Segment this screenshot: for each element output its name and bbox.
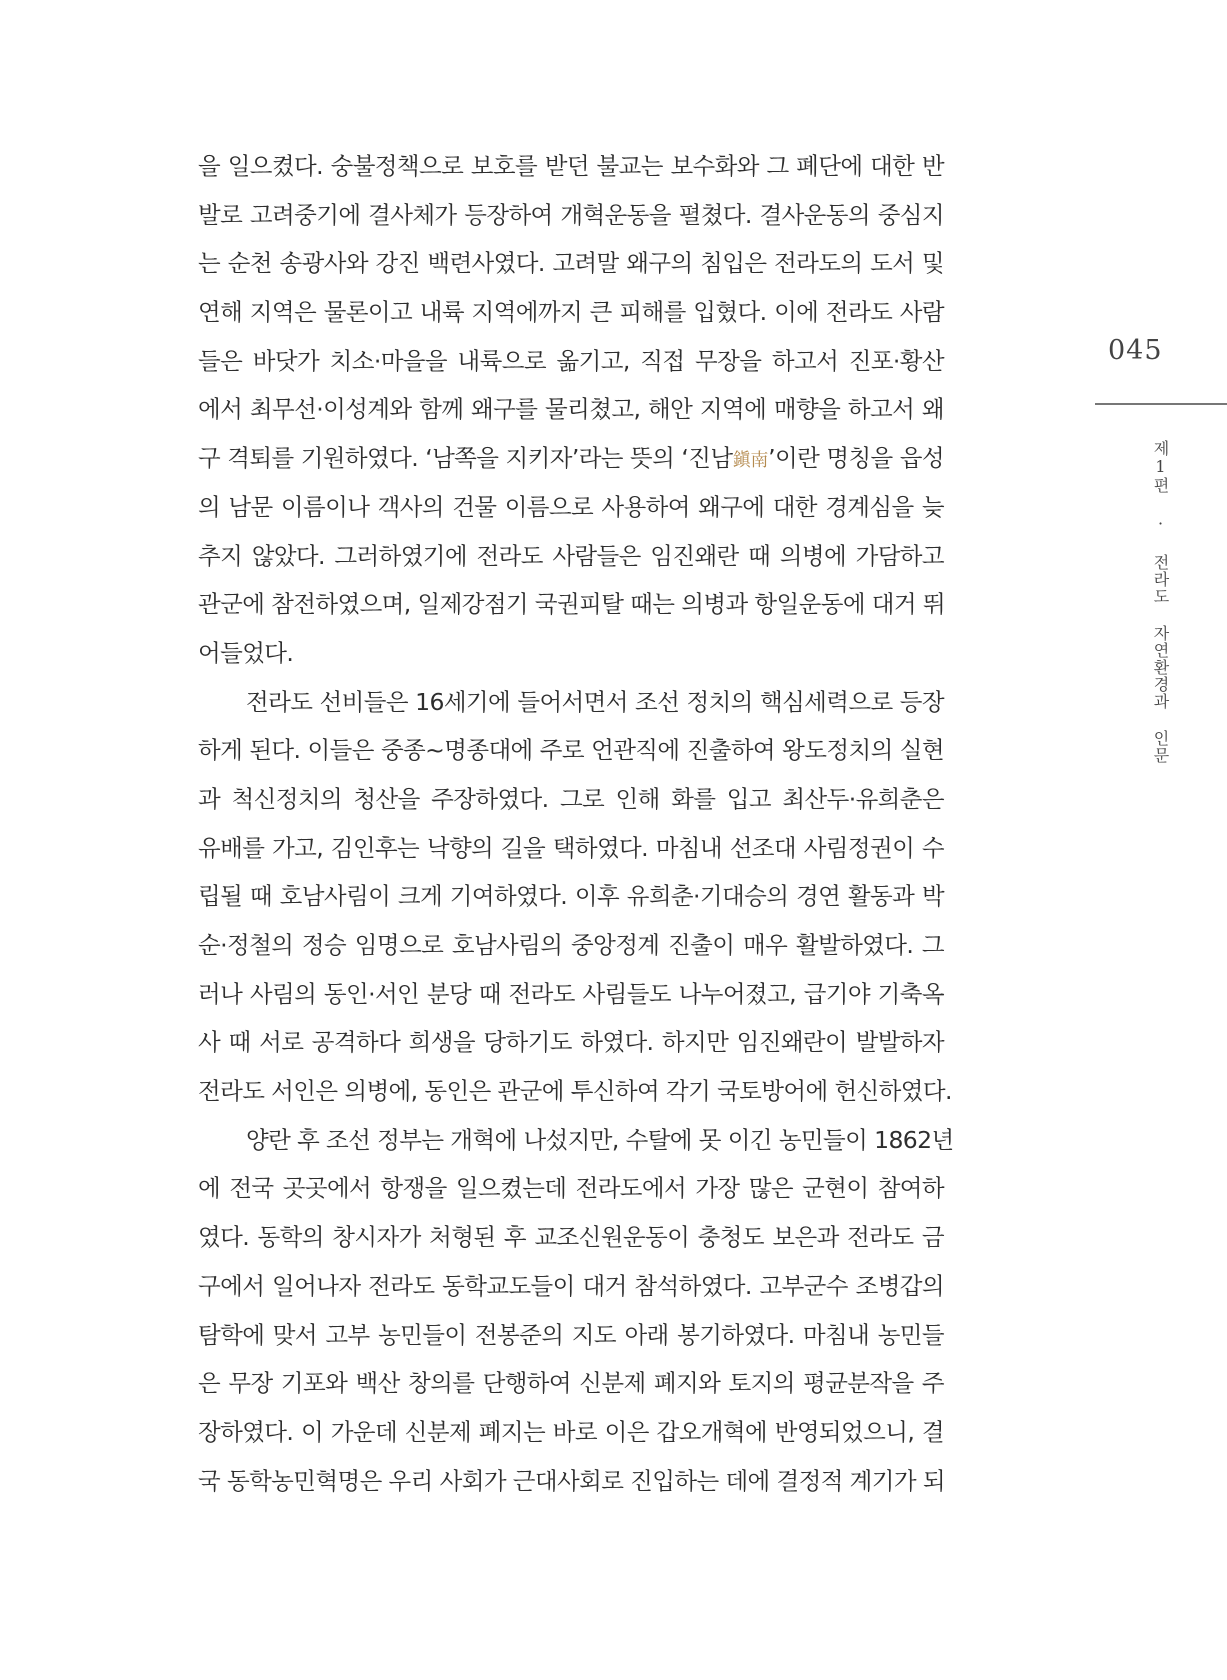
- text-line: 구에서 일어나자 전라도 동학교도들이 대거 참석하였다. 고부군수 조병갑의: [198, 1271, 944, 1300]
- text-line: 들은 바닷가 치소·마을을 내륙으로 옮기고, 직접 무장을 하고서 진포·황산: [198, 346, 944, 375]
- text-line: 립될 때 호남사림이 크게 기여하였다. 이후 유희춘·기대승의 경연 활동과 박: [198, 882, 944, 911]
- page-number: 045: [1108, 335, 1163, 366]
- text-segment: ’이란 명칭을 읍성: [768, 444, 944, 473]
- text-line: 하게 된다. 이들은 중종~명종대에 주로 언관직에 진출하여 왕도정치의 실현: [198, 736, 944, 765]
- text-line: 국 동학농민혁명은 우리 사회가 근대사회로 진입하는 데에 결정적 계기가 되: [198, 1466, 945, 1495]
- text-line: [198, 434, 944, 483]
- text-line: 의 남문 이름이나 객사의 건물 이름으로 사용하여 왜구에 대한 경계심을 늦: [198, 492, 944, 521]
- body-text: [198, 142, 954, 1505]
- paragraph-start-line: 양란 후 조선 정부는 개혁에 나섰지만, 수탈에 못 이긴 농민들이 1862년: [246, 1125, 954, 1154]
- text-line: 은 무장 기포와 백산 창의를 단행하여 신분제 폐지와 토지의 평균분작을 주: [198, 1369, 944, 1398]
- text-line: 유배를 가고, 김인후는 낙향의 길을 택하였다. 마침내 선조대 사림정권이 수: [198, 833, 944, 862]
- text-line: 사 때 서로 공격하다 희생을 당하기도 하였다. 하지만 임진왜란이 발발하자: [198, 1028, 944, 1057]
- text-line: 순·정철의 정승 임명으로 호남사림의 중앙정계 진출이 매우 활발하였다. 그: [198, 931, 944, 959]
- header-divider: [1095, 403, 1227, 405]
- text-line: 발로 고려중기에 결사체가 등장하여 개혁운동을 펼쳤다. 결사운동의 중심지: [198, 200, 944, 229]
- text-segment: 구 격퇴를 기원하였다. ‘남쪽을 지키자’라는 뜻의 ‘진남: [198, 444, 733, 473]
- paragraph-start-line: 전라도 선비들은 16세기에 들어서면서 조선 정치의 핵심세력으로 등장: [246, 687, 944, 716]
- text-line: 는 순천 송광사와 강진 백련사였다. 고려말 왜구의 침입은 전라도의 도서 및: [198, 249, 944, 278]
- hanja-annotation: 鎭南: [732, 450, 769, 472]
- paragraph-end-line: 어들었다.: [198, 638, 294, 667]
- text-line: 였다. 동학의 창시자가 처형된 후 교조신원운동이 충청도 보은과 전라도 금: [198, 1223, 944, 1252]
- text-line: 추지 않았다. 그러하였기에 전라도 사람들은 임진왜란 때 의병에 가담하고: [198, 541, 944, 570]
- paragraph-end-line: 전라도 서인은 의병에, 동인은 관군에 투신하여 각기 국토방어에 헌신하였다.: [198, 1077, 952, 1106]
- text-line: 연해 지역은 물론이고 내륙 지역에까지 큰 피해를 입혔다. 이에 전라도 사람: [198, 298, 944, 327]
- text-line: 관군에 참전하였으며, 일제강점기 국권피탈 때는 의병과 항일운동에 대거 뛰: [198, 590, 945, 619]
- text-line: 과 척신정치의 청산을 주장하였다. 그로 인해 화를 입고 최산두·유희춘은: [198, 784, 944, 813]
- text-line: 장하였다. 이 가운데 신분제 폐지는 바로 이은 갑오개혁에 반영되었으니, 결: [198, 1417, 944, 1446]
- text-line: 을 일으켰다. 숭불정책으로 보호를 받던 불교는 보수화와 그 폐단에 대한 반: [198, 152, 944, 180]
- text-line: 에 전국 곳곳에서 항쟁을 일으켰는데 전라도에서 가장 많은 군현이 참여하: [198, 1174, 944, 1203]
- text-line: 에서 최무선·이성계와 함께 왜구를 물리쳤고, 해안 지역에 매향을 하고서 왜: [198, 395, 944, 424]
- running-header: 제1편 · 전라도 자연환경과 인문: [1151, 440, 1170, 764]
- text-line: 러나 사림의 동인·서인 분당 때 전라도 사림들도 나누어졌고, 급기야 기축옥: [198, 979, 944, 1008]
- text-line: 탐학에 맞서 고부 농민들이 전봉준의 지도 아래 봉기하였다. 마침내 농민들: [198, 1320, 944, 1349]
